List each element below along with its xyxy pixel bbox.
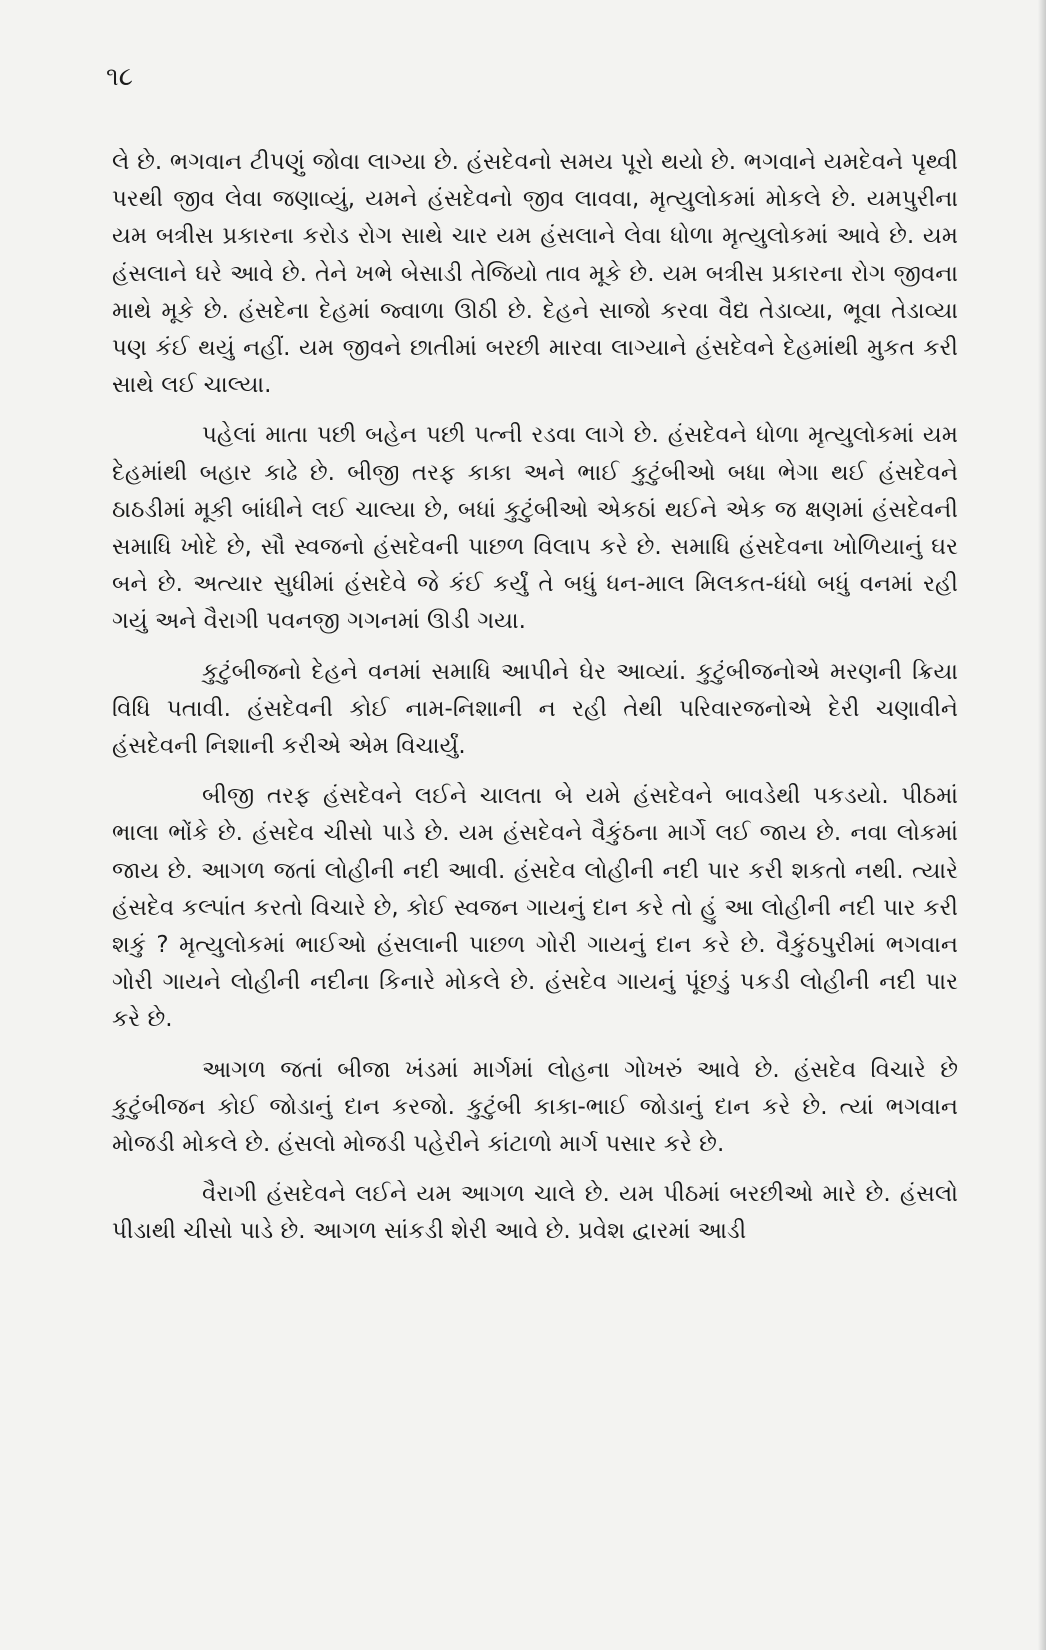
page-number: ૧૮ bbox=[106, 62, 134, 92]
paragraph-2: પહેલાં માતા પછી બહેન પછી પત્ની રડવા લાગે છે. હંસદેવને ધોળા મૃત્યુલોકમાં યમ દેહમાંથી બહાર કાઢે છે. બીજી તરફ કાકા અને ભાઈ કુટુંબીઓ બધા ભેગા થઈ હંસદેવને ઠાઠડીમાં મૂકી બાંધીને લઈ ચાલ્યા છે, બધાં કુટુંબીઓ એકઠાં થઈને એક જ ક્ષણમાં હંસદેવની સમાધિ ખોદે છે, સૌ સ્વજનો હંસદેવની પાછળ વિલાપ કરે છે. સમાધિ હંસદેવના ખોળિયાનું ઘર બને છે. અત્યાર સુધીમાં હંસદેવે જે કંઈ કર્યું તે બધું ધન-માલ મિલકત-ધંધો બધું વનમાં રહી ગયું અને વૈરાગી પવનજી ગગનમાં ઊડી ગયા. bbox=[112, 422, 958, 635]
paragraph-5: આગળ જતાં બીજા ખંડમાં માર્ગમાં લોહના ગોખરું આવે છે. હંસદેવ વિચારે છે કુટુંબીજન કોઈ જોડાનું દાન કરજો. કુટુંબી કાકા-ભાઈ જોડાનું દાન કરે છે. ત્યાં ભગવાન મોજડી મોકલે છે. હંસલો મોજડી પહેરીને કાંટાળો માર્ગ પસાર કરે છે. bbox=[112, 1056, 958, 1158]
page-body bbox=[112, 144, 958, 1264]
paragraph-6: વૈરાગી હંસદેવને લઈને યમ આગળ ચાલે છે. યમ પીઠમાં બરછીઓ મારે છે. હંસલો પીડાથી ચીસો પાડે છે. આગળ સાંકડી શેરી આવે છે. પ્રવેશ દ્વારમાં આડી bbox=[112, 1181, 958, 1245]
paragraph-1: લે છે. ભગવાન ટીપણું જોવા લાગ્યા છે. હંસદેવનો સમય પૂરો થયો છે. ભગવાને યમદેવને પૃથ્વી પરથી જીવ લેવા જણાવ્યું, યમને હંસદેવનો જીવ લાવવા, મૃત્યુલોકમાં મોકલે છે. યમપુરીના યમ બત્રીસ પ્રકારના કરોડ રોગ સાથે ચાર યમ હંસલાને લેવા ધોળા મૃત્યુલોકમાં આવે છે. યમ હંસલાને ઘરે આવે છે. તેને ખભે બેસાડી તેજિયો તાવ મૂકે છે. યમ બત્રીસ પ્રકારના રોગ જીવના માથે મૂકે છે. હંસદેના દેહમાં જ્વાળા ઊઠી છે. દેહને સાજો કરવા વૈદ્ય તેડાવ્યા, ભૂવા તેડાવ્યા પણ કંઈ થયું નહીં. યમ જીવને છાતીમાં બરછી મારવા લાગ્યાને હંસદેવને દેહમાંથી મુકત કરી સાથે લઈ ચાલ્યા. bbox=[112, 149, 958, 399]
paragraph-4: બીજી તરફ હંસદેવને લઈને ચાલતા બે યમે હંસદેવને બાવડેથી પકડયો. પીઠમાં ભાલા ભોંકે છે. હંસદેવ ચીસો પાડે છે. યમ હંસદેવને વૈકુંઠના માર્ગે લઈ જાય છે. નવા લોકમાં જાય છે. આગળ જતાં લોહીની નદી આવી. હંસદેવ લોહીની નદી પાર કરી શકતો નથી. ત્યારે હંસદેવ કલ્પાંત કરતો વિચારે છે, કોઈ સ્વજન ગાયનું દાન કરે તો હું આ લોહીની નદી પાર કરી શકું ? મૃત્યુલોકમાં ભાઈઓ હંસલાની પાછળ ગોરી ગાયનું દાન કરે છે. વૈકુંઠપુરીમાં ભગવાન ગોરી ગાયને લોહીની નદીના કિનારે મોકલે છે. હંસદેવ ગાયનું પૂંછડું પકડી લોહીની નદી પાર કરે છે. bbox=[112, 783, 958, 1033]
paragraph-3: કુટુંબીજનો દેહને વનમાં સમાધિ આપીને ઘેર આવ્યાં. કુટુંબીજનોએ મરણની ક્રિયા વિધિ પતાવી. હંસદેવની કોઈ નામ-નિશાની ન રહી તેથી પરિવારજનોએ દેરી ચણાવીને હંસદેવની નિશાની કરીએ એમ વિચાર્યું. bbox=[112, 658, 958, 760]
